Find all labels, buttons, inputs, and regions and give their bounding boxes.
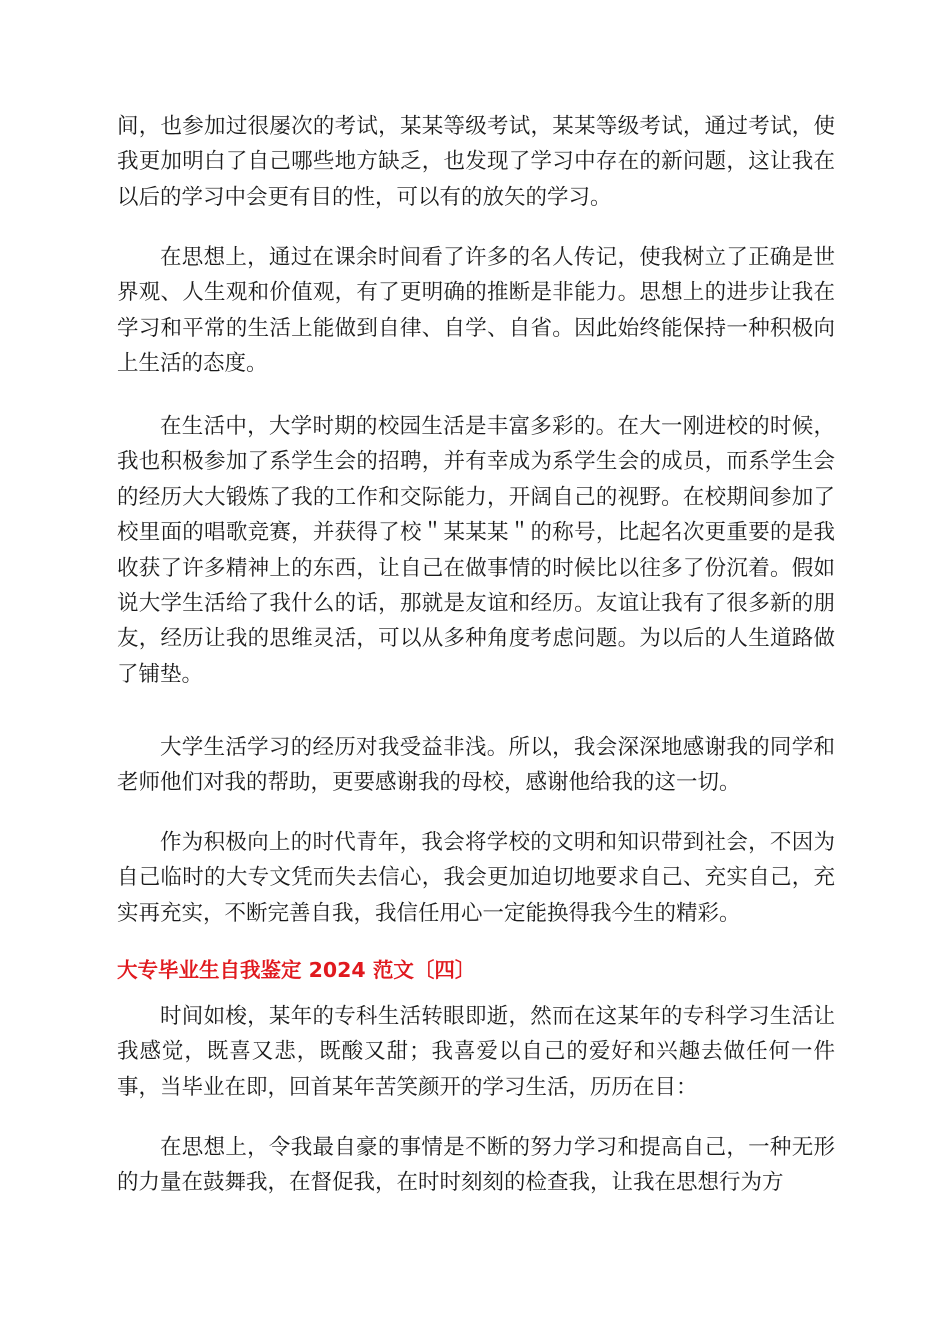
paragraph-life: 在生活中，大学时期的校园生活是丰富多彩的。在大一刚进校的时候，我也积极参加了系学生会的招聘，并有幸成为系学生会的成员，而系学生会的经历大大锻炼了我的工作和交际能力，开阔自己的视野。在校期间参加了校里面的唱歌竞赛，并获得了校＂某某某＂的称号，比起名次更重要的是我收获了许多精神上的东西，让自己在做事情的时候比以往多了份沉着。假如说大学生活给了我什么的话，那就是友谊和经历。友谊让我有了很多新的朋友，经历让我的思维灵活，可以从多种角度考虑问题。为以后的人生道路做了铺垫。 (117, 414, 835, 687)
paragraph-thought-pride: 在思想上，令我最自豪的事情是不断的努力学习和提高自己，一种无形的力量在鼓舞我，在督促我，在时时刻刻的检查我，让我在思想行为方 (117, 1135, 835, 1196)
paragraph-time-flies: 时间如梭，某年的专科生活转眼即逝，然而在这某年的专科学习生活让我感觉，既喜又悲，既酸又甜；我喜爱以自己的爱好和兴趣去做任何一件事，当毕业在即，回首某年苦笑颜开的学习生活，历历在目： (117, 1004, 835, 1100)
paragraph-exam-continuation: 间，也参加过很屡次的考试，某某等级考试，某某等级考试，通过考试，使我更加明白了自己哪些地方缺乏，也发现了学习中存在的新问题，这让我在以后的学习中会更有目的性，可以有的放矢的学习。 (117, 114, 835, 210)
section-heading: 大专毕业生自我鉴定 2024 范文〔四〕 (117, 958, 476, 982)
paragraph-youth: 作为积极向上的时代青年，我会将学校的文明和知识带到社会，不因为自己临时的大专文凭而失去信心，我会更加迫切地要求自己、充实自己，充实再充实，不断完善自我，我信任用心一定能换得我今生的精彩。 (117, 830, 835, 926)
paragraph-thought: 在思想上，通过在课余时间看了许多的名人传记，使我树立了正确是世界观、人生观和价值观，有了更明确的推断是非能力。思想上的进步让我在学习和平常的生活上能做到自律、自学、自省。因此始终能保持一种积极向上生活的态度。 (117, 245, 835, 377)
paragraph-gratitude: 大学生活学习的经历对我受益非浅。所以，我会深深地感谢我的同学和老师他们对我的帮助，更要感谢我的母校，感谢他给我的这一切。 (117, 735, 835, 796)
